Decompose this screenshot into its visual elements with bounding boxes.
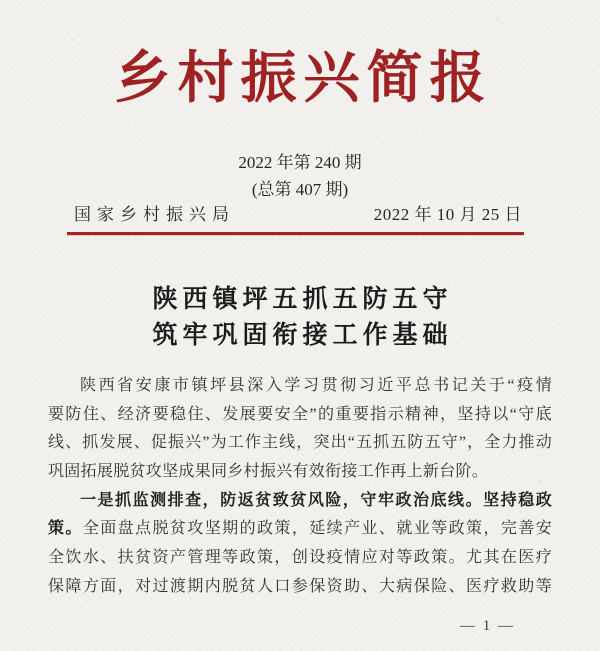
issue-number: 2022 年第 240 期: [238, 153, 362, 172]
body-line-7: 全饮水、扶贫资产管理等政策，创设疫情应对等政策。尤其在医疗: [48, 549, 552, 567]
article-body: [48, 372, 552, 602]
article-title: [0, 282, 600, 354]
body-line-2: 要防住、经济要稳住、发展要安全”的重要指示精神，坚持以“守底: [48, 405, 552, 423]
body-line-8: 保障方面，对过渡期内脱贫人口参保资助、大病保险、医疗救助等: [48, 577, 552, 595]
body-line-5: 一是抓监测排查，防返贫致贫风险，守牢政治底线。坚持稳政: [80, 491, 552, 509]
bold-lead-text: 策。: [48, 520, 83, 538]
article-title-line-2: 筑牢巩固衔接工作基础: [152, 322, 453, 349]
meta-row: [74, 204, 522, 226]
issue-date: 2022 年 10 月 25 日: [373, 205, 522, 224]
masthead-title: 乡村振兴简报: [114, 48, 493, 110]
red-divider-rule: [67, 232, 524, 235]
body-line-6: [48, 515, 552, 544]
issuing-agency: 国家乡村振兴局: [74, 205, 235, 224]
body-line-6-text: 全面盘点脱贫攻坚期的政策，延续产业、就业等政策，完善安: [82, 520, 552, 538]
body-line-1: 陕西省安康市镇坪县深入学习贯彻习近平总书记关于“疫情: [80, 377, 552, 394]
issue-total-number: (总第 407 期): [251, 180, 349, 199]
article-title-line-1: 陕西镇坪五抓五防五守: [152, 286, 453, 313]
body-line-4: 巩固拓展脱贫攻坚成果同乡村振兴有效衔接工作再上新台阶。: [48, 463, 489, 481]
page-number: — 1 —: [460, 618, 515, 634]
body-line-3: 线、抓发展、促振兴”为工作主线，突出“五抓五防五守”，全力推动: [48, 434, 552, 452]
